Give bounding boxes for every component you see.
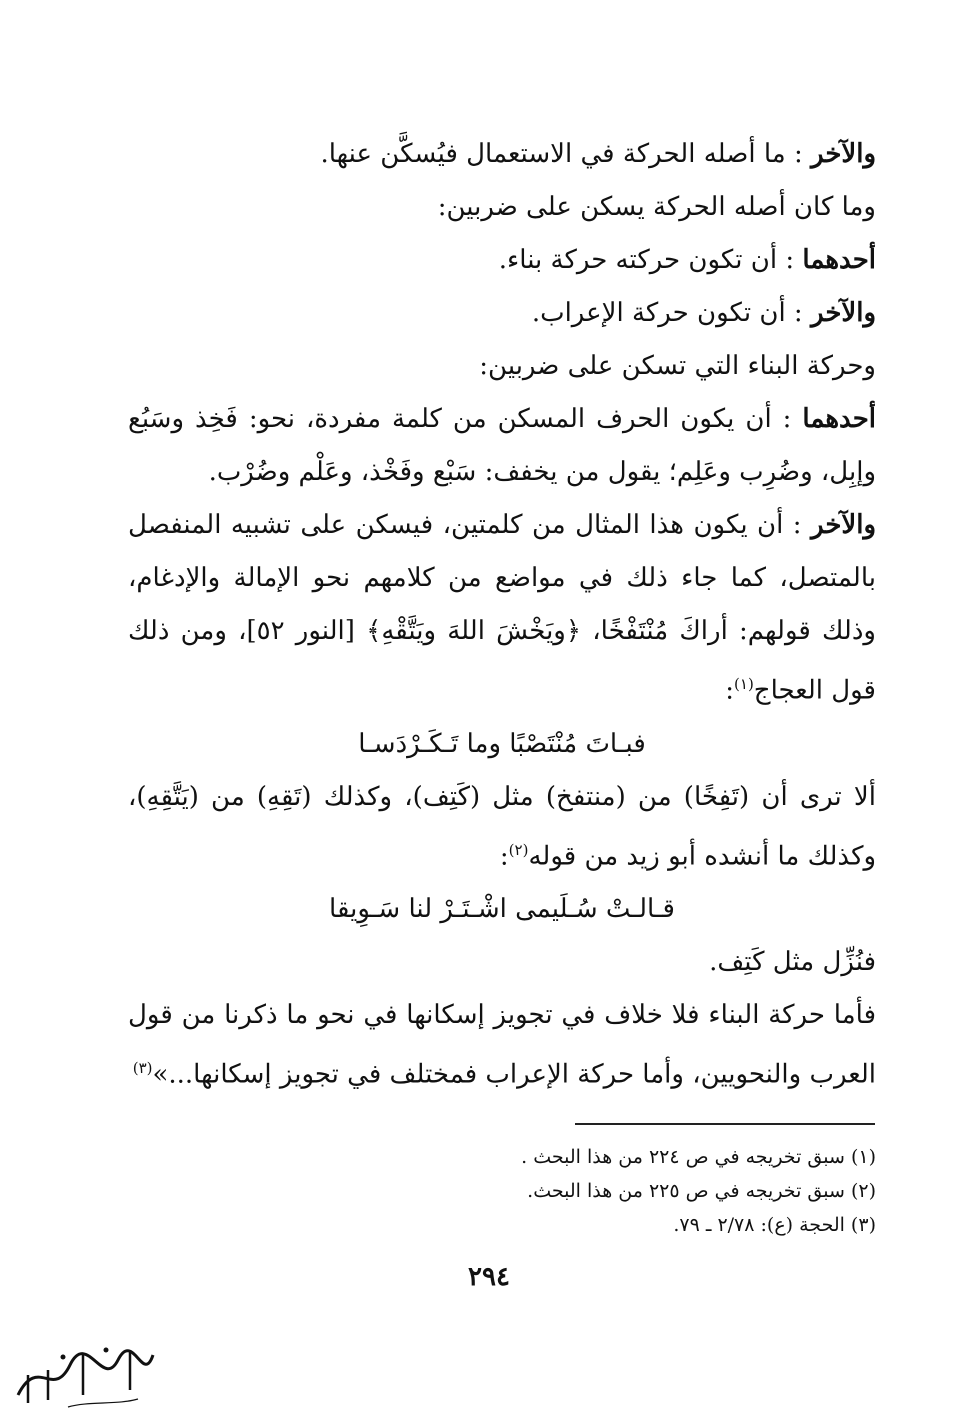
footnote: (٣) الحجة (ع): ٢/٧٨ ـ ٧٩. [673,1214,876,1236]
paragraph-lead: والآخر [810,510,876,540]
paragraph [128,771,876,884]
paragraph-text: فأما حركة البناء فلا خلاف في تجويز إسكانها في نحو ما ذكرنا من قول العرب والنحويين، وأما حركة الإعراب فمختلف في تجويز إسكانها...» [128,1000,876,1090]
page-number: ٢٩٤ [468,1262,510,1292]
footnote-ref: (١) [734,675,754,693]
footnote: (٢) سبق تخريجه في ص ٢٢٥ من هذا البحث. [527,1180,876,1202]
paragraph [128,181,876,234]
paragraph [128,936,876,989]
footnote-ref: (٢) [508,840,529,859]
footnotes [128,1140,876,1242]
paragraph-text: : أن تكون حركة الإعراب. [531,298,811,328]
paragraph-lead: أحدهما [802,245,876,275]
paragraph [128,393,876,499]
publisher-logo [8,1335,158,1410]
paragraph [128,128,876,181]
verse-line: فبـاتَ مُنْتَصْبًا وما تَـكَـرْدَسـا [358,728,646,759]
paragraph-text: : أن تكون حركته حركة بناء. [498,245,803,275]
paragraph [128,340,876,393]
verse-line: قـالـتْ سُـلَيمى اشْـتَـرْ لنا سَـوِيقا [329,894,675,925]
footnote: (١) سبق تخريجه في ص ٢٢٤ من هذا البحث . [521,1146,876,1168]
main-text [128,128,876,1102]
paragraph [128,499,876,718]
footnote-ref: (٣) [132,1059,153,1078]
paragraph-text: فنُزِّل مثل كَتِف. [709,947,876,978]
paragraph-lead: والآخر [810,139,876,169]
paragraph-text: : ما أصله الحركة في الاستعمال فيُسكَّن عنها. [320,139,811,169]
paragraph [128,234,876,287]
paragraph-text: وما كان أصله الحركة يسكن على ضربين: [437,192,876,222]
paragraph-lead: والآخر [810,298,876,328]
paragraph-tail: : [725,675,735,706]
paragraph-text: : أن يكون الحرف المسكن من كلمة مفردة، نحو: فَخِذ وسَبُع وإبِل، وضُرِب وعَلِم؛ يقول من يخفف: سَبْع وفَخْذ، وعَلْم وضُرْب. [128,404,876,487]
paragraph [128,989,876,1102]
paragraph-text: وحركة البناء التي تسكن على ضربين: [479,351,876,381]
paragraph-lead: أحدهما [802,404,876,434]
footnote-separator [575,1123,875,1125]
paragraph-text: : أن يكون هذا المثال من كلمتين، فيسكن على تشبيه المنفصل بالمتصل، كما جاء ذلك في مواضع من كلامهم نحو الإمالة والإدغام، وذلك قولهم: أراكَ مُنْتَفْخًا، ﴿ويَخْشَ اللهَ ويَتَّقْهِ﴾ [النور ٥٢]، ومن ذلك قول العجاج [128,510,876,706]
paragraph-tail: : [499,841,509,872]
paragraph-text: ألا ترى أن (تَفِخًا) من (منتفخ) مثل (كَتِف)، وكذلك (تَقِهِ) من (يَتَّقِهِ)، وكذلك ما أنشده أبو زيد من قوله [128,781,876,872]
paragraph [128,287,876,340]
